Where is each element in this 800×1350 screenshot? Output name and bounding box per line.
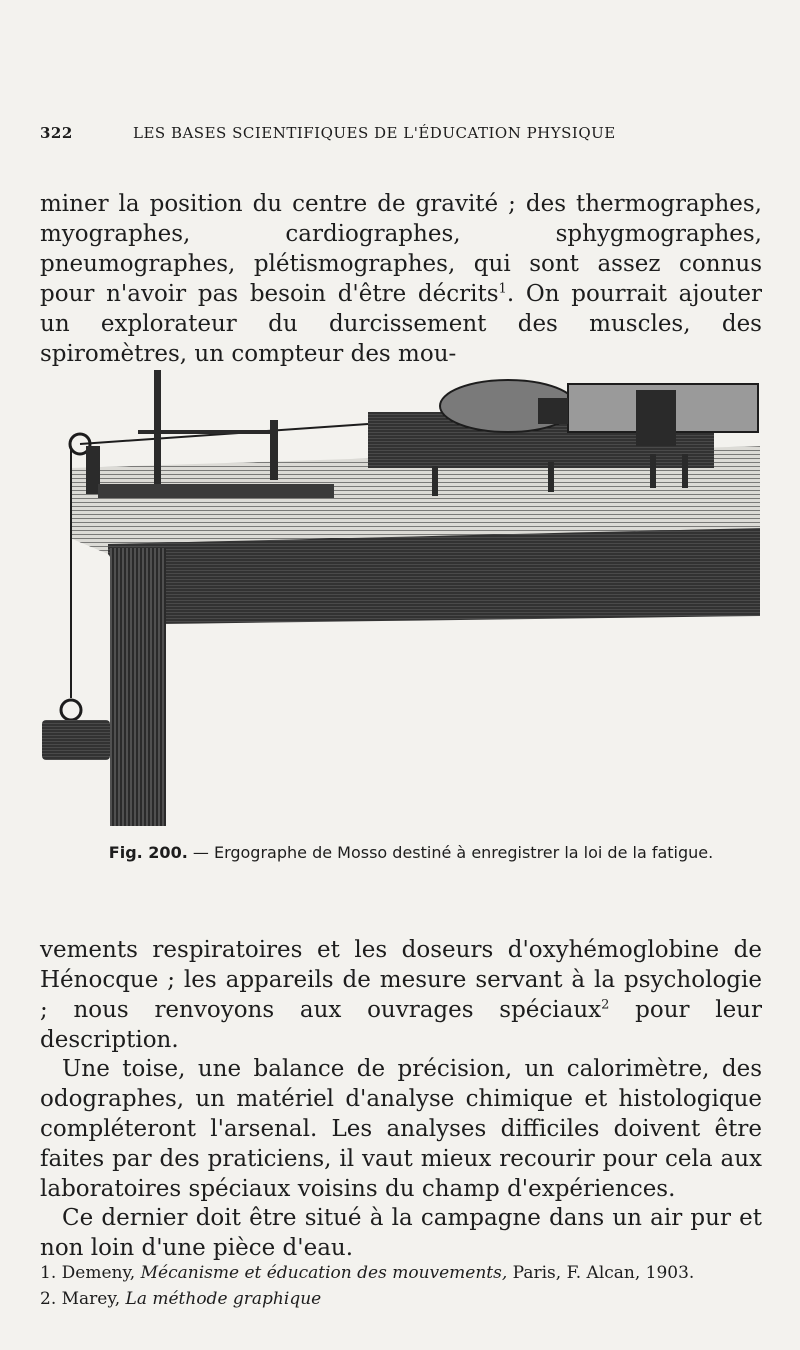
paragraph-2-continuation: pour leur description. [40, 997, 762, 1053]
running-title: LES BASES SCIENTIFIQUES DE L'ÉDUCATION PHYSIQUE [133, 124, 616, 142]
figure-caption-text: — Ergographe de Mosso destiné à enregistrer la loi de la fatigue. [187, 843, 714, 862]
paragraph-2-text: vements respiratoires et les doseurs d'oxyhémoglobine de Hénocque ; les appareils de mesure servant à la psychologie ; nous renvoyons aux ouvrages spéciaux [40, 937, 762, 1023]
figure-caption [76, 842, 746, 864]
paragraph-3: Une toise, une balance de précision, un calorimètre, des odographes, un matériel d'analyse chimique et histologique compléteront l'arsenal. Les analyses difficiles doivent être faites par des praticiens, il vaut mieux recourir pour cela aux laboratoires spéciaux voisins du champ d'expériences. [40, 1056, 762, 1202]
footnote-2-title: La méthode graphique [125, 1289, 322, 1309]
table-leg [110, 548, 166, 826]
paragraph-4: Ce dernier doit être situé à la campagne dans un air pur et non loin d'une pièce d'eau. [40, 1205, 762, 1261]
weight [42, 720, 110, 760]
footnotes [40, 1260, 764, 1312]
footnote-1-publisher: Paris, F. Alcan, 1903. [507, 1263, 695, 1283]
paragraph-1 [40, 189, 762, 369]
paragraph-1-text: miner la position du centre de gravité ; des thermographes, myographes, cardiographes, sphygmographes, pneumographes, plétismographes, qui sont assez connus pour n'avoir pas besoin d'être décrits [40, 191, 762, 307]
paragraph-2 [40, 935, 762, 1055]
footnote-1-author: Demeny, [56, 1263, 141, 1283]
footnote-ref-1: 1 [498, 281, 507, 297]
footnote-1-number: 1. [40, 1263, 57, 1283]
footnote-2-number: 2. [40, 1289, 57, 1309]
table-front-edge [108, 528, 760, 624]
footnote-1-title: Mécanisme et éducation des mouvements, [140, 1263, 508, 1283]
footnote-2 [40, 1286, 764, 1312]
footnote-ref-2: 2 [601, 997, 610, 1013]
ergograph-illustration [38, 358, 760, 830]
footnote-2-author: Marey, [56, 1289, 126, 1309]
paragraph-1-continuation: . On pourrait ajouter un explorateur du durcissement des muscles, des spiromètres, un compteur des mou- [40, 281, 763, 367]
page-number: 322 [40, 124, 73, 142]
figure-label: Fig. 200. [108, 843, 188, 862]
footnote-1 [40, 1260, 764, 1286]
